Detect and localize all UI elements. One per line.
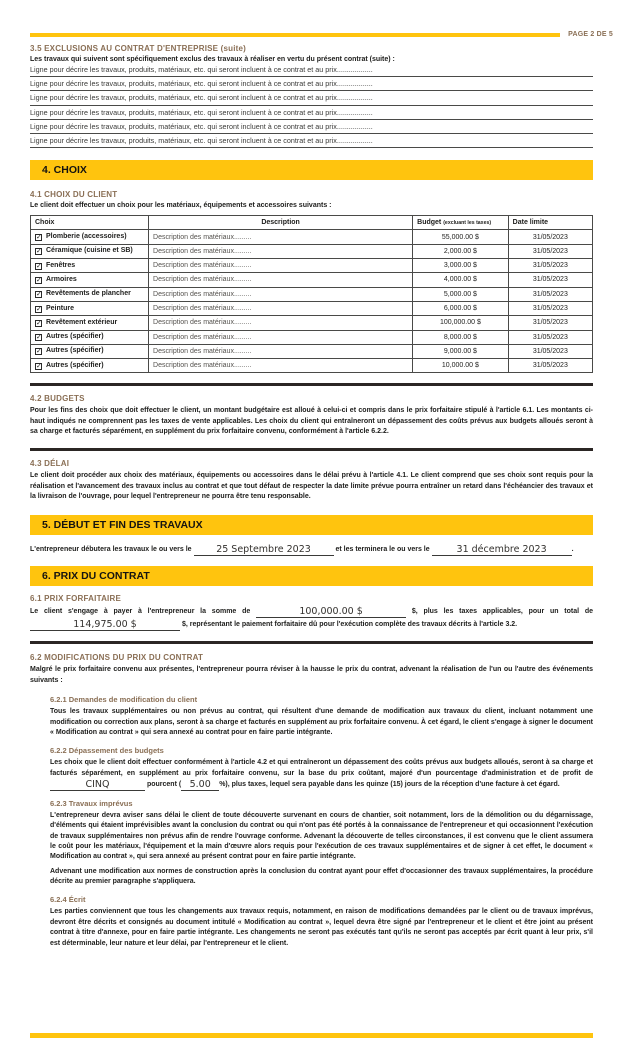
section-6-2-4-body: Les parties conviennent que tous les changements aux travaux requis, notamment, en raison de modifications demandées par le client ou de travaux imprévus, devront être décrits et consignés au document intitulé « Modification au contrat », lequel devra être signé par l'entrepreneur et le client et être joint au présent contrat à titre d'annexe, pour en faire partie intégrante. Les changements ne seront pas exécutés tant qu'ils ne seront pas acceptés par écrit quant à leur prix, s'il est déterminable, leur nature et leur délai, par l'entrepreneur et le client. (50, 908, 593, 947)
choice-label: Autres (spécifier) (46, 361, 104, 369)
checkbox-checked-icon[interactable]: ✓ (36, 334, 42, 342)
description-cell[interactable]: Description des matériaux......... (149, 273, 413, 287)
description-cell[interactable]: Description des matériaux......... (149, 359, 413, 373)
section-6-2-1-body: Tous les travaux supplémentaires ou non prévus au contrat, qui résultent d'une demande de modification aux travaux du client, incluant notamment une modification ou correction aux plans, seront à sa charge et facturés en supplément au prix forfaitaire convenu. À cet égard, le client s'engage à signer le document « Modification au contrat » qui sera annexé au contrat pour en faire partie intégrante. (50, 708, 593, 736)
budget-cell[interactable]: 9,000.00 $ (413, 344, 509, 358)
deadline-cell[interactable]: 31/05/2023 (508, 273, 592, 287)
section-4-2-body: Pour les fins des choix que doit effectuer le client, un montant budgétaire est alloué à celui-ci et compris dans le prix forfaitaire stipulé à l'article 6.1. Les montants ci-haut indiqués ne comprennent pas les taxes de vente applicables. Les choix du client qui entraîneront un dépassement des coûts prévus aux budgets alloués seront à sa charge et facturés séparément, en supplément du prix forfaitaire convenu, conformément à l'article 6.2.2. (30, 407, 593, 436)
description-cell[interactable]: Description des matériaux......... (149, 230, 413, 244)
description-cell[interactable]: Description des matériaux......... (149, 244, 413, 258)
exclusion-fill-line[interactable]: Ligne pour décrire les travaux, produits, matériaux, etc. qui seront incluent à ce contrat et au prix.................. (30, 77, 593, 91)
deadline-cell[interactable]: 31/05/2023 (508, 301, 592, 315)
description-cell[interactable]: Description des matériaux......... (149, 344, 413, 358)
table-row (31, 287, 593, 301)
section-6-2-heading: 6.2 MODIFICATIONS DU PRIX DU CONTRAT (30, 653, 204, 663)
column-header-description: Description (149, 216, 413, 230)
choice-cell (31, 344, 149, 358)
percent-word-field[interactable]: CINQ (50, 779, 145, 791)
choices-table-body (31, 230, 593, 373)
end-date-field[interactable]: 31 décembre 2023 (432, 544, 572, 556)
section-4-2-heading: 4.2 BUDGETS (30, 394, 85, 404)
footer-rule (30, 1033, 593, 1038)
choices-table-header-row (31, 216, 593, 230)
table-row (31, 301, 593, 315)
section-separator (30, 448, 593, 451)
section-6-2-2-heading: 6.2.2 Dépassement des budgets (50, 746, 164, 756)
checkbox-checked-icon[interactable]: ✓ (36, 276, 42, 284)
section-6-2-1-heading: 6.2.1 Demandes de modification du client (50, 695, 198, 705)
section-3-5-intro: Les travaux qui suivent sont spécifiquement exclus des travaux à réaliser en vertu du présent contrat (suite) : (30, 56, 395, 63)
description-cell[interactable]: Description des matériaux......... (149, 330, 413, 344)
choice-label: Plomberie (accessoires) (46, 233, 127, 241)
table-row (31, 316, 593, 330)
deadline-cell[interactable]: 31/05/2023 (508, 287, 592, 301)
choice-cell (31, 273, 149, 287)
checkbox-checked-icon[interactable]: ✓ (36, 362, 42, 370)
section-4-1-intro: Le client doit effectuer un choix pour les matériaux, équipements et accessoires suivants : (30, 202, 332, 210)
sentence-text: pourcent ( (146, 780, 182, 788)
column-header-deadline: Date limite (508, 216, 592, 230)
choice-label: Fenêtres (46, 261, 76, 269)
exclusion-lines (30, 63, 593, 148)
section-separator (30, 383, 593, 386)
budget-note: (excluant les taxes) (443, 220, 492, 227)
exclusion-fill-line[interactable]: Ligne pour décrire les travaux, produits, matériaux, etc. qui seront incluent à ce contrat et au prix.................. (30, 106, 593, 120)
section-separator (30, 641, 593, 644)
section-5-banner: 5. DÉBUT ET FIN DES TRAVAUX (30, 515, 593, 535)
choice-cell (31, 230, 149, 244)
page-header (30, 31, 613, 38)
checkbox-checked-icon[interactable]: ✓ (36, 291, 42, 299)
deadline-cell[interactable]: 31/05/2023 (508, 330, 592, 344)
header-rule (30, 33, 560, 37)
section-6-2-3-body-1: L'entrepreneur devra aviser sans délai le client de toute découverte survenant en cours de chantier, soit notamment, lors de la démolition ou du dégarnissage, d'éléments qui étaient imprévisibles avant la conclusion du contrat ou qui n'ont pas été portés à la connaissance de l'entrepreneur et qui occasionnent l'exécution de travaux supplémentaires non prévus afin de rendre l'ouvrage conforme. Advenant la découverte de telles circonstances, il est convenu que le client assumera le coût pour les matériaux, l'équipement et la main d'œuvre alors requis pour l'exécution de ces travaux supplémentaires et de signer à cet effet, le document « Modification au contrat », qui sera annexé au présent contrat pour en faire partie intégrante. (50, 811, 593, 861)
sentence-text: %), plus taxes, lequel sera payable dans les quinze (15) jours de la réception d'une facture à cet égard. (219, 780, 560, 788)
sentence-text: . (571, 545, 574, 553)
deadline-cell[interactable]: 31/05/2023 (508, 244, 592, 258)
sentence-text: Le client s'engage à payer à l'entrepreneur la somme de (30, 607, 251, 615)
description-cell[interactable]: Description des matériaux......... (149, 287, 413, 301)
exclusion-fill-line[interactable]: Ligne pour décrire les travaux, produits, matériaux, etc. qui seront incluent à ce contrat et au prix.................. (30, 91, 593, 105)
budget-cell[interactable]: 8,000.00 $ (413, 330, 509, 344)
table-row (31, 330, 593, 344)
section-6-2-4-heading: 6.2.4 Écrit (50, 895, 86, 905)
choice-label: Revêtements de plancher (46, 290, 131, 298)
budget-cell[interactable]: 5,000.00 $ (413, 287, 509, 301)
choice-label: Revêtement extérieur (46, 318, 118, 326)
budget-cell[interactable]: 10,000.00 $ (413, 359, 509, 373)
sentence-text: Les choix que le client doit effectuer conformément à l'article 4.2 et qui entraîneront un dépassement des coûts prévus aux budgets alloués, seront à sa charge et facturés séparément, en supplément au prix forfaitaire convenu, sur la base du prix coûtant, majoré d'un pourcentage d'administration et de profit de (50, 759, 593, 777)
budget-cell[interactable]: 55,000.00 $ (413, 230, 509, 244)
choice-cell (31, 316, 149, 330)
budget-cell[interactable]: 6,000.00 $ (413, 301, 509, 315)
deadline-cell[interactable]: 31/05/2023 (508, 359, 592, 373)
table-row (31, 244, 593, 258)
sentence-text: $, représentant le paiement forfaitaire dû pour l'exécution complète des travaux décrits à l'article 3.2. (181, 621, 518, 629)
exclusion-fill-line[interactable]: Ligne pour décrire les travaux, produits, matériaux, etc. qui seront incluent à ce contrat et au prix.................. (30, 120, 593, 134)
choice-cell (31, 359, 149, 373)
description-cell[interactable]: Description des matériaux......... (149, 316, 413, 330)
table-row (31, 273, 593, 287)
budget-cell[interactable]: 4,000.00 $ (413, 273, 509, 287)
section-6-2-3-body-2: Advenant une modification aux normes de construction après la conclusion du contrat ayant pour effet d'occasionner des travaux supplémentaires, la procédure décrite au premier paragraphe s'appliquera. (50, 867, 593, 886)
table-row (31, 359, 593, 373)
choice-label: Armoires (46, 275, 77, 283)
section-6-1-sentence (30, 605, 593, 632)
section-6-1-heading: 6.1 PRIX FORFAITAIRE (30, 593, 121, 603)
choice-label: Autres (spécifier) (46, 347, 104, 355)
checkbox-checked-icon[interactable]: ✓ (36, 262, 42, 270)
budget-cell[interactable]: 2,000.00 $ (413, 244, 509, 258)
choice-label: Peinture (46, 304, 75, 312)
choice-cell (31, 330, 149, 344)
budget-cell[interactable]: 100,000.00 $ (413, 316, 509, 330)
section-4-3-heading: 4.3 DÉLAI (30, 459, 70, 469)
choices-table (30, 215, 593, 373)
description-cell[interactable]: Description des matériaux......... (149, 301, 413, 315)
exclusion-fill-line[interactable]: Ligne pour décrire les travaux, produits, matériaux, etc. qui seront incluent à ce contrat et au prix.................. (30, 134, 593, 148)
sentence-text: et les terminera le ou vers le (335, 545, 430, 553)
section-3-5-heading: 3.5 EXCLUSIONS AU CONTRAT D'ENTREPRISE (suite) (30, 44, 247, 53)
choice-label: Autres (spécifier) (46, 333, 104, 341)
choice-cell (31, 244, 149, 258)
table-row (31, 344, 593, 358)
section-6-2-2-body (50, 758, 593, 791)
checkbox-checked-icon[interactable]: ✓ (36, 319, 42, 327)
checkbox-checked-icon[interactable]: ✓ (36, 234, 42, 242)
deadline-cell[interactable]: 31/05/2023 (508, 344, 592, 358)
sentence-text: L'entrepreneur débutera les travaux le ou vers le (30, 545, 192, 553)
column-header-budget: Budget (excluant les taxes) (413, 216, 509, 230)
lump-sum-amount-field[interactable]: 100,000.00 $ (256, 606, 406, 618)
section-4-1-heading: 4.1 CHOIX DU CLIENT (30, 190, 118, 200)
column-header-choice: Choix (31, 216, 149, 230)
budget-cell[interactable]: 3,000.00 $ (413, 259, 509, 273)
deadline-cell[interactable]: 31/05/2023 (508, 316, 592, 330)
percent-value-field[interactable]: 5.00 (181, 779, 219, 791)
deadline-cell[interactable]: 31/05/2023 (508, 230, 592, 244)
section-4-banner: 4. CHOIX (30, 160, 593, 180)
checkbox-checked-icon[interactable]: ✓ (36, 305, 42, 313)
start-date-field[interactable]: 25 Septembre 2023 (194, 544, 334, 556)
choice-label: Céramique (cuisine et SB) (46, 247, 133, 255)
table-row (31, 259, 593, 273)
choice-cell (31, 259, 149, 273)
section-6-banner: 6. PRIX DU CONTRAT (30, 566, 593, 586)
exclusion-fill-line[interactable]: Ligne pour décrire les travaux, produits, matériaux, etc. qui seront incluent à ce contrat et au prix.................. (30, 63, 593, 77)
page-number-label: PAGE 2 DE 5 (568, 31, 613, 38)
section-6-2-intro: Malgré le prix forfaitaire convenu aux présentes, l'entrepreneur pourra réviser à la hausse le prix du contrat, advenant la réalisation de l'un ou l'autre des événements suivants : (30, 666, 593, 684)
choice-cell (31, 301, 149, 315)
choice-cell (31, 287, 149, 301)
checkbox-checked-icon[interactable]: ✓ (36, 248, 42, 256)
sentence-text: $, plus les taxes applicables, pour un total de (411, 607, 594, 615)
table-row (31, 230, 593, 244)
total-amount-field[interactable]: 114,975.00 $ (30, 619, 180, 631)
description-cell[interactable]: Description des matériaux......... (149, 259, 413, 273)
section-6-2-3-heading: 6.2.3 Travaux imprévus (50, 798, 133, 808)
checkbox-checked-icon[interactable]: ✓ (36, 348, 42, 356)
section-5-sentence (30, 543, 593, 556)
section-4-3-body: Le client doit procéder aux choix des matériaux, équipements ou accessoires dans le délai prévu à l'article 4.1. Le client comprend que ses choix sont requis pour la réalisation et l'avancement des travaux inclus au contrat et que tout défaut de respecter la date limite prévue pourra entraîner un retard dans l'échéancier des travaux et la livraison de l'ouvrage, pour lequel l'entrepreneur ne pourra être tenu responsable. (30, 472, 593, 501)
deadline-cell[interactable]: 31/05/2023 (508, 259, 592, 273)
